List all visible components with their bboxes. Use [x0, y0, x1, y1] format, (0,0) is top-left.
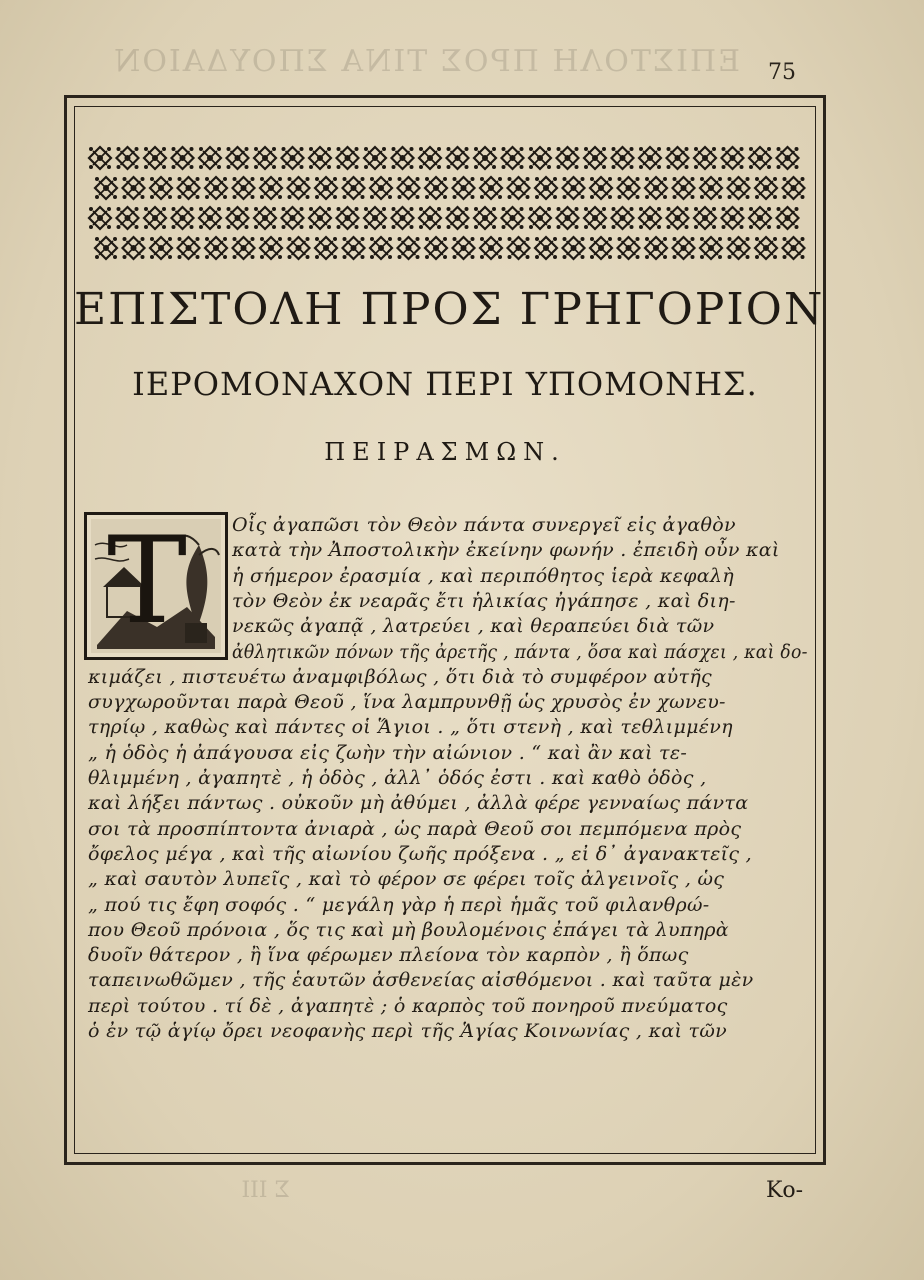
body-line: „ ἡ ὁδὸς ἡ ἀπάγουσα εἰς ζωὴν τὴν αἰώνιον . “ καὶ ἂν καὶ τε- [88, 741, 688, 764]
body-line: καὶ λήξει πάντως . οὐκοῦν μὴ ἀθύμει , ἀλλὰ φέρε γενναίως πάντα [88, 792, 749, 815]
page-number: 75 [768, 60, 796, 85]
body-line: Οἷς ἀγαπῶσι τὸν Θεὸν πάντα συνεργεῖ εἰς ἀγαθὸν [232, 514, 736, 536]
body-line: ἡ σήμερον ἐρασμία , καὶ περιπόθητος ἱερὰ κεφαλὴ [232, 564, 734, 587]
title-line-1: ΕΠΙΣΤΟΛΗ ΠΡΟΣ ΓΡΗΓΟΡΙΟΝ [74, 284, 825, 335]
decorated-initial [84, 512, 228, 660]
body-line: „ καὶ σαυτὸν λυπεῖς , καὶ τὸ φέρον σε φέρει τοῖς ἀλγεινοῖς , ὡς [88, 868, 725, 891]
show-through-text: ΕΠΙΣΤΟΛΗ ΠΡΟΣ ΤΙΝΑ ΣΠΟΥΔΑΙΟΝ [112, 44, 740, 79]
title-line-2: ΙΕΡΟΜΟΝΑΧΟΝ ΠΕΡΙ ΥΠΟΜΟΝΗΣ. [132, 365, 758, 403]
body-line: ταπεινωθῶμεν , τῆς ἑαυτῶν ἀσθενείας αἰσθόμενοι . καὶ ταῦτα μὲν [88, 969, 754, 992]
body-line: περὶ τούτου . τί δὲ , ἀγαπητὲ ; ὁ καρπὸς τοῦ πονηροῦ πνεύματος [88, 994, 728, 1017]
body-line: ὁ ἐν τῷ ἁγίῳ ὄρει νεοφανὴς περὶ τῆς Ἁγίας Κοινωνίας , καὶ τῶν [88, 1020, 728, 1042]
body-line: που Θεοῦ πρόνοια , ὅς τις καὶ μὴ βουλομένοις ἐπάγει τὰ λυπηρὰ [88, 918, 729, 941]
body-line: τηρίῳ , καθὼς καὶ πάντες οἱ Ἅγιοι . „ ὅτι στενὴ , καὶ τεθλιμμένη [88, 716, 733, 739]
body-line: κατὰ τὴν Ἀποστολικὴν ἐκείνην φωνήν . ἐπειδὴ οὖν καὶ [232, 539, 780, 562]
body-line: ὄφελος μέγα , καὶ τῆς αἰωνίου ζωῆς πρόξενα . „ εἰ δ᾽ ἀγανακτεῖς , [88, 842, 752, 865]
body-line: „ πού τις ἔφη σοφός . “ μεγάλη γὰρ ἡ περὶ ἡμᾶς τοῦ φιλανθρώ- [88, 893, 710, 916]
decorative-headpiece [86, 142, 806, 264]
catchword: Κο- [766, 1178, 804, 1203]
body-line: σοι τὰ προσπίπτοντα ἀνιαρὰ , ὡς παρὰ Θεοῦ σοι πεμπόμενα πρὸς [88, 817, 742, 840]
body-line: δυοῖν θάτερον , ἢ ἵνα φέρωμεν πλείονα τὸν καρπὸν , ἢ ὅπως [88, 944, 689, 967]
body-line: νεκῶς ἀγαπᾷ , λατρεύει , καὶ θεραπεύει διὰ τῶν [232, 615, 715, 638]
body-line: συγχωροῦνται παρὰ Θεοῦ , ἵνα λαμπρυνθῇ ὡς χρυσὸς ἐν χωνευ- [88, 691, 726, 714]
title-line-3: ΠΕΙΡΑΣΜΩΝ. [324, 438, 566, 466]
body-line: θλιμμένη , ἀγαπητὲ , ἡ ὁδὸς , ἀλλ᾽ ὁδός ἐστι . καὶ καθὸ ὁδὸς , [88, 767, 707, 789]
body-line: ἀθλητικῶν πόνων τῆς ἀρετῆς , πάντα , ὅσα καὶ πάσχει , καὶ δο- [232, 640, 808, 663]
show-through-footer: Σ ΙΙΙ [241, 1178, 290, 1203]
initial-letter: Τ [107, 512, 188, 651]
body-line: κιμάζει , πιστευέτω ἀναμφιβόλως , ὅτι διὰ τὸ συμφέρον αὐτῆς [88, 665, 712, 688]
body-line: τὸν Θεὸν ἐκ νεαρᾶς ἔτι ἡλικίας ἠγάπησε , καὶ διη- [232, 589, 736, 612]
